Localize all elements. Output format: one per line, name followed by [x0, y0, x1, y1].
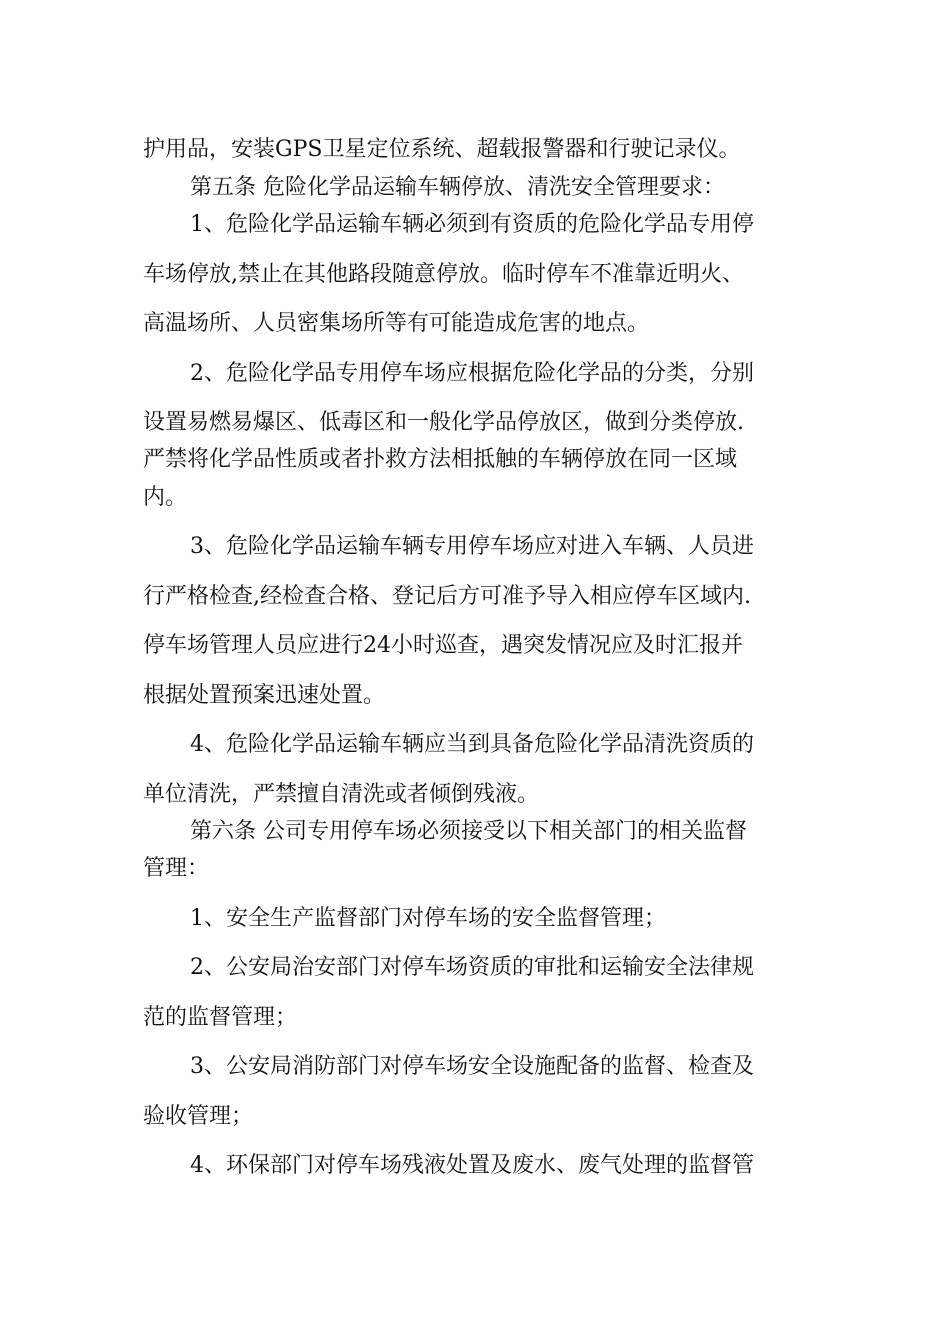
text-line: 1、危险化学品运输车辆必须到有资质的危险化学品专用停 — [190, 212, 754, 237]
text-line: 严禁将化学品性质或者扑救方法相抵触的车辆停放在同一区域 — [143, 447, 738, 472]
text-line: 高温场所、人员密集场所等有可能造成危害的地点。 — [143, 311, 650, 336]
text-line: 单位清洗，严禁擅自清洗或者倾倒残液。 — [143, 782, 540, 807]
text-line: 3、公安局消防部门对停车场安全设施配备的监督、检查及 — [190, 1054, 754, 1079]
text-line: 设置易燃易爆区、低毒区和一般化学品停放区，做到分类停放. — [143, 410, 744, 435]
text-line: 管理： — [143, 856, 210, 881]
text-line: 行严格检查,经检查合格、登记后方可准予导入相应停车区域内. — [143, 584, 751, 609]
text-line: 3、危险化学品运输车辆专用停车场应对进入车辆、人员进 — [190, 534, 754, 559]
text-line: 停车场管理人员应进行24小时巡查，遇突发情况应及时汇报并 — [143, 633, 743, 658]
text-line: 2、公安局治安部门对停车场资质的审批和运输安全法律规 — [190, 955, 754, 980]
text-line: 根据处置预案迅速处置。 — [143, 683, 386, 708]
text-line: 验收管理； — [143, 1104, 254, 1129]
text-line: 护用品，安装GPS卫星定位系统、超载报警器和行驶记录仪。 — [143, 137, 741, 162]
text-line: 1、安全生产监督部门对停车场的安全监督管理； — [190, 906, 666, 931]
article-heading: 第五条 危险化学品运输车辆停放、清洗安全管理要求： — [190, 175, 725, 200]
article-heading: 第六条 公司专用停车场必须接受以下相关部门的相关监督 — [190, 819, 747, 844]
text-line: 范的监督管理； — [143, 1005, 298, 1030]
text-line: 2、危险化学品专用停车场应根据危险化学品的分类，分别 — [190, 361, 754, 386]
text-line: 内。 — [143, 485, 188, 510]
text-line: 车场停放,禁止在其他路段随意停放。临时停车不准靠近明火、 — [143, 262, 744, 287]
text-line: 4、危险化学品运输车辆应当到具备危险化学品清洗资质的 — [190, 732, 754, 757]
text-line: 4、环保部门对停车场残液处置及废水、废气处理的监督管 — [190, 1153, 754, 1178]
